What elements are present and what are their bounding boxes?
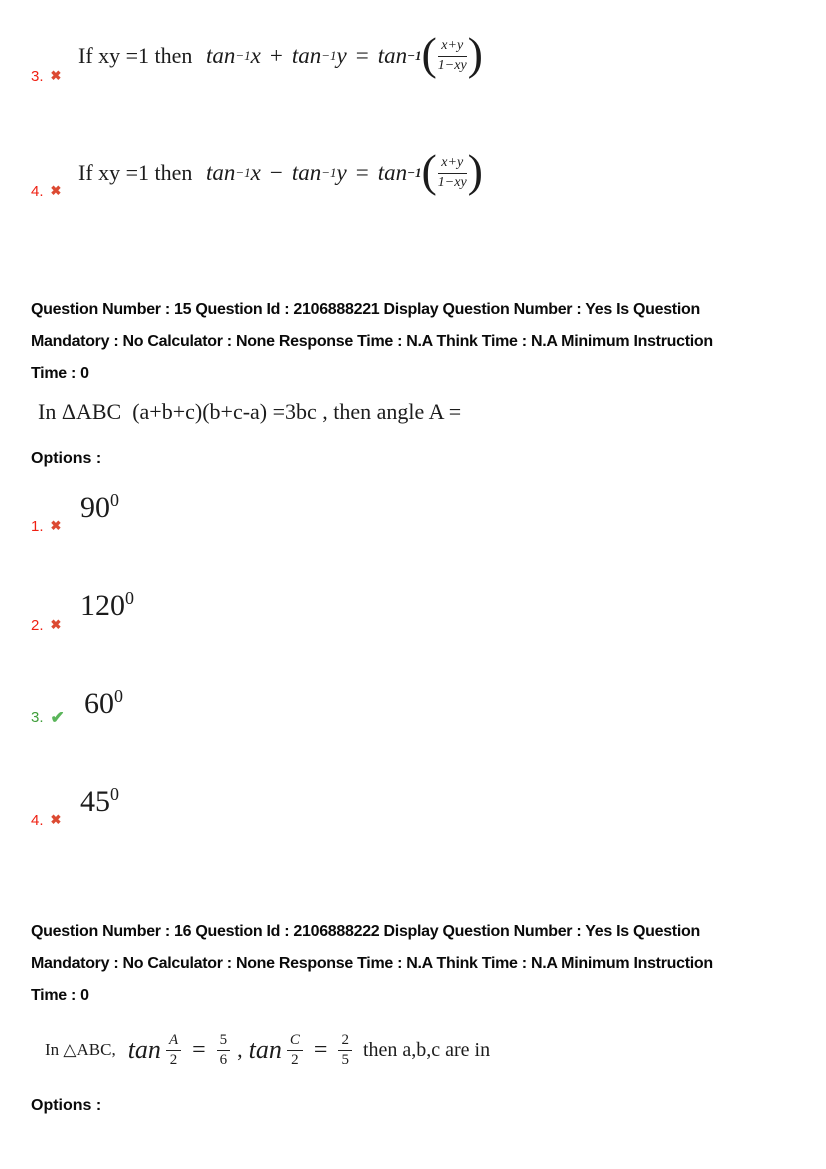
option-4-value <box>80 784 119 819</box>
operator: + <box>269 43 283 68</box>
question-15-text: In ΔABC (a+b+c)(b+c-a) =3bc , then angle A = <box>38 399 462 424</box>
option-3-value <box>84 686 123 721</box>
tan-function: tan <box>248 1035 282 1064</box>
equals-sign: = <box>355 43 369 68</box>
header-line: Time : 0 <box>31 365 89 382</box>
option-1-value <box>80 490 119 525</box>
tan-function: tan <box>127 1035 161 1064</box>
fraction-numerator: x+y <box>438 37 467 56</box>
options-label: Options : <box>31 1097 102 1114</box>
exponent: −1 <box>321 165 337 180</box>
option-number: 3. <box>31 709 44 726</box>
question-prefix: In △ABC, <box>45 1040 116 1059</box>
option-value-superscript: 0 <box>110 784 119 804</box>
equals-sign: = <box>192 1036 206 1063</box>
option-3-label <box>31 707 65 727</box>
option-value-base: 90 <box>80 491 110 524</box>
left-paren: ( <box>421 28 437 79</box>
fraction <box>338 1031 352 1070</box>
option-number: 3. <box>31 68 44 85</box>
fraction-numerator: x+y <box>438 154 467 173</box>
option-number: 4. <box>31 812 44 829</box>
wrong-icon: ✖ <box>50 183 62 198</box>
right-paren: ) <box>467 145 483 196</box>
formula-prefix: If xy =1 then <box>78 43 198 68</box>
wrong-icon: ✖ <box>50 518 62 533</box>
tan-function: tan <box>205 43 236 68</box>
exponent: −1 <box>235 165 251 180</box>
header-line: Mandatory : No Calculator : None Response Time : N.A Think Time : N.A Minimum Instruction <box>31 955 713 972</box>
tan-function: tan <box>291 43 322 68</box>
wrong-icon: ✖ <box>50 617 62 632</box>
exponent: −1 <box>407 165 422 180</box>
question-15-header <box>31 294 713 390</box>
carryover-option-4-label <box>31 183 61 200</box>
fraction-numerator: 2 <box>338 1031 352 1051</box>
exponent: −1 <box>235 48 251 63</box>
comma: , <box>237 1037 243 1062</box>
fraction <box>217 1031 231 1070</box>
fraction-denominator: 1−xy <box>437 57 467 73</box>
carryover-option-4-formula <box>78 147 483 199</box>
option-1-label <box>31 518 61 535</box>
fraction-denominator: 1−xy <box>437 174 467 190</box>
left-paren: ( <box>421 145 437 196</box>
option-value-superscript: 0 <box>125 588 134 608</box>
equals-sign: = <box>355 160 369 185</box>
fraction-numerator: A <box>166 1031 181 1051</box>
fraction <box>438 154 467 191</box>
tan-function: tan <box>377 160 408 185</box>
variable-y: y <box>336 43 347 68</box>
options-label: Options : <box>31 450 102 467</box>
right-paren: ) <box>467 28 483 79</box>
option-value-superscript: 0 <box>110 490 119 510</box>
fraction-denominator: 2 <box>291 1051 299 1068</box>
fraction-denominator: 5 <box>341 1051 349 1068</box>
option-number: 2. <box>31 617 44 634</box>
fraction-denominator: 6 <box>219 1051 228 1068</box>
question-16-text <box>45 1028 490 1072</box>
fraction-numerator: 5 <box>217 1031 231 1051</box>
exponent: −1 <box>321 48 337 63</box>
equals-sign: = <box>313 1036 328 1063</box>
exponent: −1 <box>407 48 422 63</box>
option-2-value <box>80 588 134 623</box>
tan-function: tan <box>205 160 236 185</box>
wrong-icon: ✖ <box>50 812 62 827</box>
header-line: Question Number : 16 Question Id : 2106888222 Display Question Number : Yes Is Question <box>31 923 700 940</box>
correct-icon: ✔ <box>50 708 65 727</box>
question-suffix: then a,b,c are in <box>362 1038 491 1061</box>
variable-y: y <box>336 160 347 185</box>
variable-x: x <box>250 160 261 185</box>
header-line: Mandatory : No Calculator : None Response Time : N.A Think Time : N.A Minimum Instruction <box>31 333 713 350</box>
formula-prefix: If xy =1 then <box>78 160 198 185</box>
fraction <box>438 37 467 74</box>
fraction <box>287 1031 303 1070</box>
option-value-superscript: 0 <box>114 686 123 706</box>
option-4-label <box>31 812 61 829</box>
variable-x: x <box>250 43 261 68</box>
option-value-base: 45 <box>80 785 110 818</box>
tan-function: tan <box>377 43 408 68</box>
operator: − <box>269 160 283 185</box>
option-2-label <box>31 617 61 634</box>
header-line: Question Number : 15 Question Id : 2106888221 Display Question Number : Yes Is Question <box>31 301 700 318</box>
wrong-icon: ✖ <box>50 68 62 83</box>
fraction-numerator: C <box>287 1031 303 1051</box>
option-value-base: 120 <box>80 589 125 622</box>
option-value-base: 60 <box>84 687 114 720</box>
fraction <box>166 1031 181 1070</box>
option-number: 1. <box>31 518 44 535</box>
header-line: Time : 0 <box>31 987 89 1004</box>
question-16-header <box>31 916 713 1012</box>
carryover-option-3-formula <box>78 30 483 82</box>
fraction-denominator: 2 <box>169 1051 178 1068</box>
option-number: 4. <box>31 183 44 200</box>
carryover-option-3-label <box>31 68 61 85</box>
tan-function: tan <box>291 160 322 185</box>
